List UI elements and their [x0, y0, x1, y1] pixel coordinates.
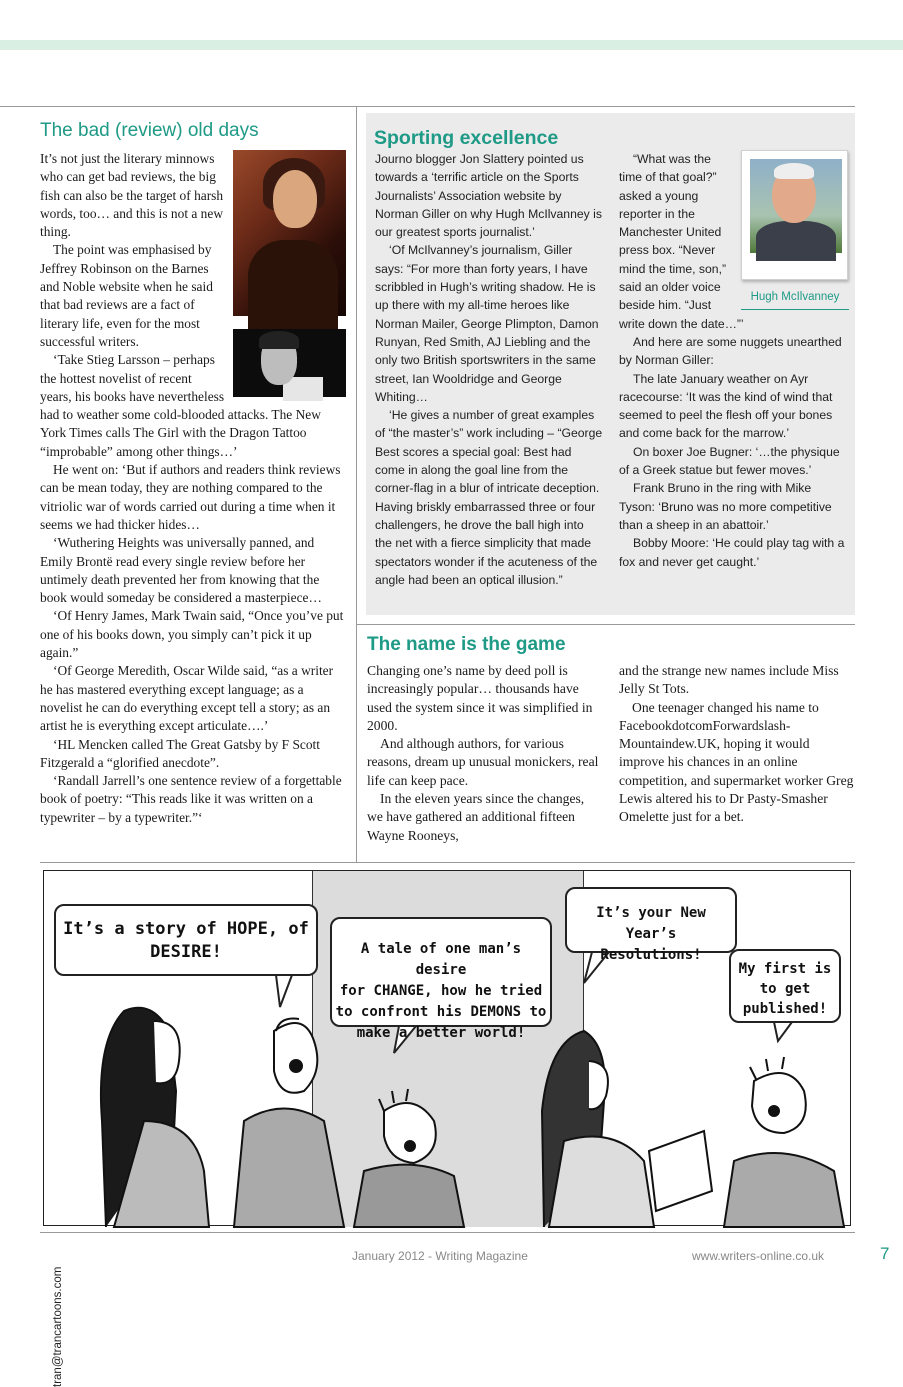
paragraph: ‘Of McIlvanney’s journalism, Giller says: “For more than forty years, I have scribbled in Hugh’s writing shadow. He is up there with my all-time heroes like Norman Mailer, George Plimpton, Damon Runyan, Red Smith, AJ Liebling and the only two British sportswriters in the same street, Ian Wooldridge and George Whiting… — [375, 243, 599, 404]
article-sporting-excellence — [366, 113, 855, 615]
bubble1-tail — [276, 975, 292, 1007]
section-rule — [356, 624, 855, 625]
speech-bubble-4 — [729, 949, 841, 1023]
paragraph: It’s not just the literary minnows who can get bad reviews, the big fish can also be the target of harsh words, too… and this is not a new thing. — [40, 151, 224, 240]
article-column-1 — [375, 150, 603, 589]
bubble4-tail — [774, 1022, 792, 1041]
bubble-line: It’s a story of HOPE, of — [63, 919, 309, 939]
speech-bubble-3 — [565, 887, 737, 963]
paragraph: On boxer Joe Bugner: ‘…the physique of a Greek statue but fewer moves.’ — [619, 444, 840, 478]
bubble-line: published! — [742, 1001, 828, 1017]
paragraph: He went on: ‘But if authors and readers think reviews can be mean today, they are nothing compared to the vitriolic war of words carried out during a time when it seems we had thicker hides… — [40, 462, 341, 532]
author-photos — [233, 150, 346, 397]
paragraph: Frank Bruno in the ring with Mike Tyson: ‘Bruno was no more competitive than a sheep in an abattoir.’ — [619, 481, 832, 532]
article-column-2 — [619, 662, 855, 827]
bubble-line: for CHANGE, how he tried — [339, 983, 543, 999]
man-figure-5 — [724, 1057, 844, 1227]
top-color-band — [0, 40, 903, 50]
woman-figure-4 — [542, 1031, 712, 1227]
paragraph: ‘HL Mencken called The Great Gatsby by F Scott Fitzgerald a “glorified anecdote”. — [40, 736, 320, 770]
column-divider — [356, 106, 357, 862]
bubble-line: to get — [759, 981, 811, 997]
bubble-line: It’s your New Year’s — [596, 905, 706, 942]
paragraph: ‘Of Henry James, Mark Twain said, “Once you’ve put one of his books down, you simply can’t pick it up again.” — [40, 608, 344, 661]
speech-bubble-1 — [54, 904, 318, 976]
photo-caption: Hugh McIlvanney — [741, 280, 849, 310]
man-figure-3 — [354, 1089, 464, 1227]
paragraph: In the eleven years since the changes, we have gathered an additional fifteen Wayne Rooneys, — [367, 791, 585, 843]
paragraph: ‘Wuthering Heights was universally panned, and Emily Brontë read every single review before her untimely death prevented her from knowing that the book would someday be considered a masterpiece… — [40, 535, 322, 606]
paragraph: ‘Of George Meredith, Oscar Wilde said, “as a writer he has mastered everything except language; as a novelist he can do everything except tell a story; as an artist he is everything except articulate….’ — [40, 663, 334, 734]
bubble-line: A tale of one man’s desire — [360, 941, 522, 978]
henry-james-portrait — [233, 329, 346, 397]
page-number: 7 — [880, 1244, 890, 1263]
paragraph: And although authors, for various reasons, dream up unusual monickers, real life can keep pace. — [367, 736, 599, 788]
emily-bronte-portrait — [233, 150, 346, 316]
article-column-1 — [367, 662, 603, 845]
paragraph: Journo blogger Jon Slattery pointed us towards a ‘terrific article on the Sports Journalists’ Association website by Norman Giller on why Hugh McIlvanney is our greatest sports journalist.’ — [375, 152, 602, 240]
article-column-2 — [619, 150, 849, 571]
paragraph: The point was emphasised by Jeffrey Robinson on the Barnes and Noble website when he said that bad reviews are a fact of literary life, even for the most successful writers. — [40, 242, 213, 349]
header-rule — [0, 106, 855, 107]
footer-issue: January 2012 - Writing Magazine — [352, 1249, 528, 1263]
cartoonist-credit: tran@trancartoons.com — [52, 1266, 64, 1387]
paragraph: Changing one’s name by deed poll is increasingly popular… thousands have used the system since it was simplified in 2000. — [367, 663, 593, 733]
bubble-line: make a better world! — [356, 1025, 526, 1041]
paragraph: ‘Take Stieg Larsson – perhaps the hottest novelist of recent years, his books have nevertheless had to weather some cold-blooded attacks. The New York Times calls The Girl with the Dragon Tattoo “improbable” among other things…’ — [40, 352, 321, 459]
paragraph: ‘Randall Jarrell’s one sentence review of a forgettable book of poetry: “This reads like it was written on a typewriter – by a typewriter.”‘ — [40, 773, 342, 825]
footer-website[interactable]: www.writers-online.co.uk — [692, 1249, 825, 1263]
bubble-line: DESIRE! — [150, 942, 222, 962]
article-bad-reviews — [40, 120, 346, 827]
paragraph: And here are some nuggets unearthed by Norman Giller: — [619, 334, 842, 368]
paragraph: “What was the time of that goal?” asked a young reporter in the Manchester United press box. “Never mind the time, son,” said an older voice beside him. “Just write down the date…”’ — [619, 152, 744, 331]
paragraph: The late January weather on Ayr racecourse: ‘It was the kind of wind that seemed to peel the flesh off your bones and come back for the marrow.’ — [619, 371, 833, 441]
article-title: The bad (review) old days — [40, 120, 259, 141]
bubble-line: My first is — [738, 961, 832, 977]
paragraph: and the strange new names include Miss Jelly St Tots. — [619, 663, 839, 697]
hugh-mcilvanney-photo — [741, 150, 848, 280]
paragraph: Bobby Moore: ‘He could play tag with a fox and never get caught.’ — [619, 536, 845, 569]
speech-bubble-2 — [330, 917, 552, 1041]
paragraph: ‘He gives a number of great examples of “the master’s” work including – “George Best scores a special goal: Best had come in along the goal line from the corner-flag in a blur of intricate deception. Having briskly embarrassed three or four challengers, he drove the ball high into the net with a fierce simplicity that made spectators wonder if the acuteness of the angle had been an optical illusion.” — [375, 408, 603, 587]
footer-rule — [40, 1232, 855, 1233]
article-title: Sporting excellence — [374, 127, 559, 149]
article-title: The name is the game — [367, 634, 566, 655]
cartoon-top-rule — [40, 862, 855, 863]
paragraph: One teenager changed his name to FacebookdotcomForwardslash-Mountaindew.UK, hoping it would improve his chances in an online competition, and supermarket worker Greg Lewis altered his to Dr Pasty-Smasher Omelette just for a bet. — [619, 699, 854, 825]
man-figure-2 — [234, 1019, 344, 1228]
woman-figure-left — [101, 1008, 209, 1227]
photo-block — [741, 150, 849, 310]
bubble-line: Resolutions! — [600, 947, 702, 963]
bubble-line: to confront his DEMONS to — [335, 1004, 547, 1020]
